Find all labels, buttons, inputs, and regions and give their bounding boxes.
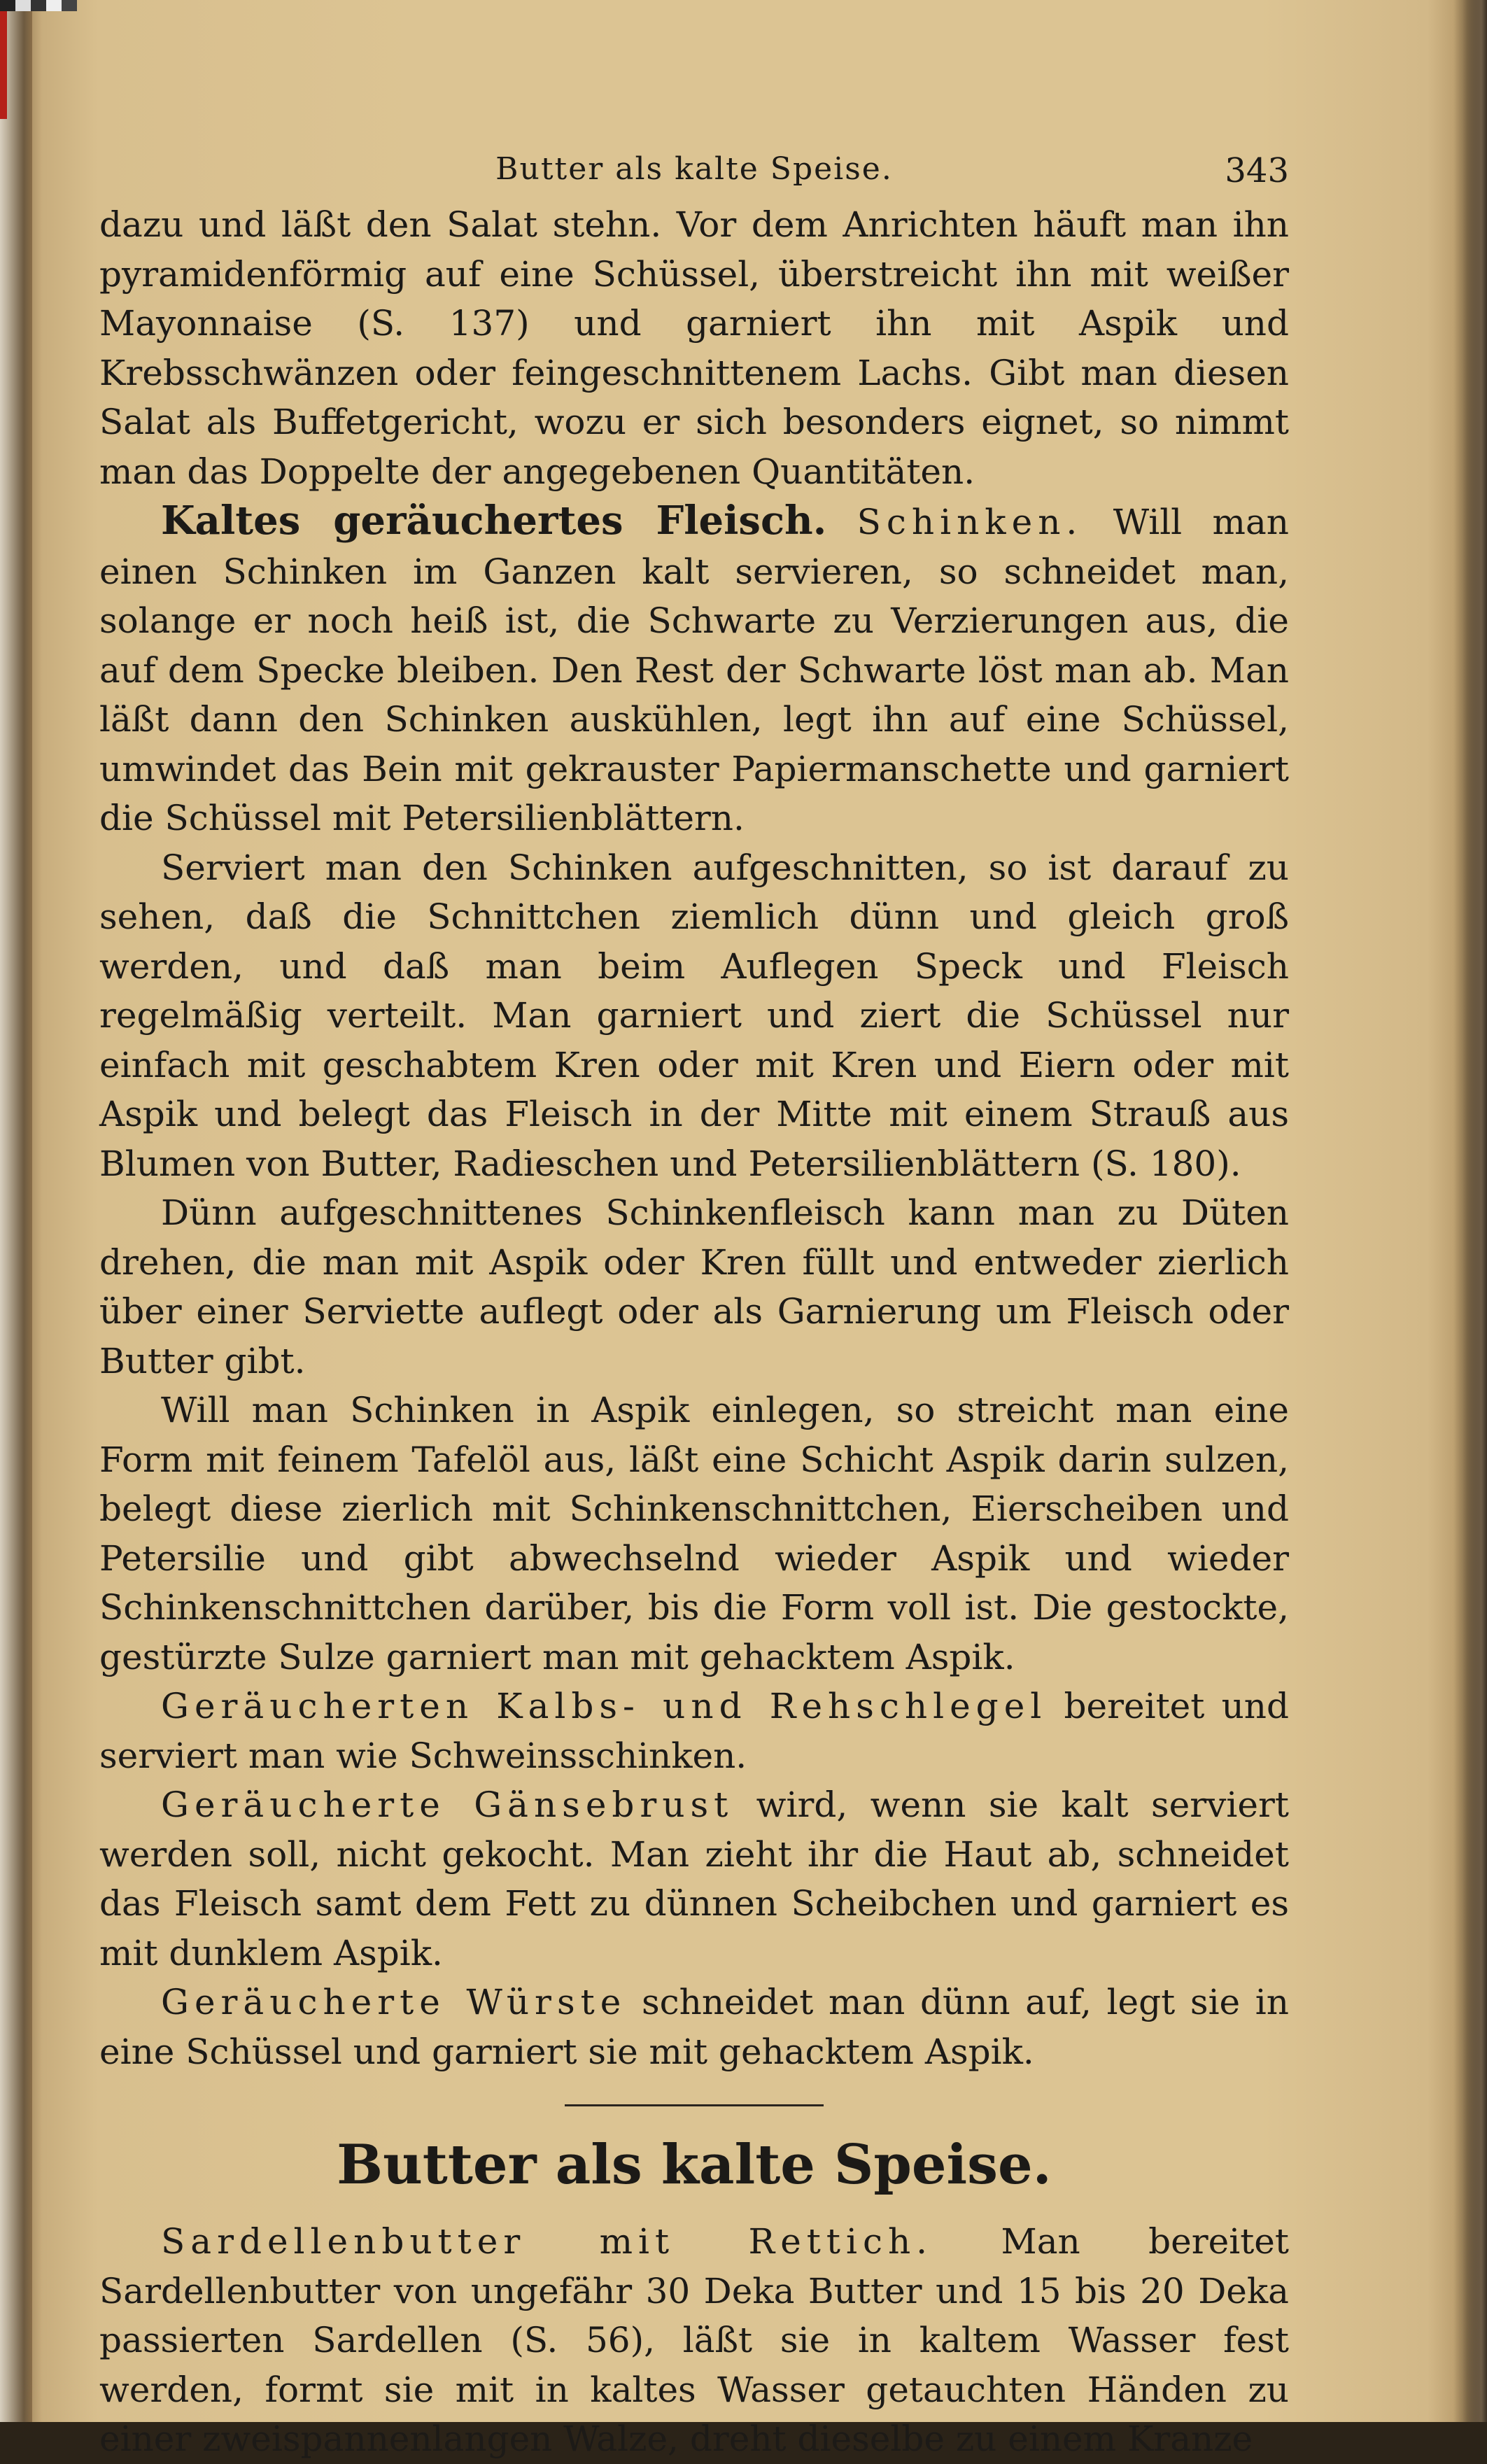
term-goose-breast: Geräucherte Gänsebrust bbox=[161, 1784, 734, 1825]
term-anchovy-butter: Sardellenbutter mit Rettich. bbox=[161, 2221, 933, 2262]
scan-color-calibration-bar bbox=[0, 0, 77, 11]
paragraph-text: schneidet man dünn auf, legt sie in eine Schüssel und garniert sie mit gehacktem Aspik. bbox=[99, 1982, 1289, 2072]
paragraph-text: wird, wenn sie kalt serviert werden soll, nicht gekocht. Man zieht ihr die Haut ab, schneidet das Fleisch samt dem Fett zu dünnen Scheibchen und garniert es mit dunklem Aspik. bbox=[99, 1784, 1289, 1973]
running-title: Butter als kalte Speise. bbox=[495, 151, 893, 187]
term-ham: Schinken. bbox=[857, 502, 1083, 542]
paragraph-sausages bbox=[99, 1978, 1289, 2076]
paragraph-text: Man bereitet Sardellenbutter von ungefähr 30 Deka Butter und 15 bis 20 Deka passierten Sardellen (S. 56), läßt sie in kaltem Wasser fest werden, formt sie mit in kaltes Wasser getauchten Händen zu einer zweispannenlangen Walze, dreht dieselbe zu einem Kranze bbox=[99, 2221, 1289, 2459]
paragraph-smoked-meat bbox=[99, 496, 1289, 843]
paragraph-smoked-leg bbox=[99, 1682, 1289, 1780]
section-divider bbox=[565, 2104, 824, 2106]
red-bookmark-strip bbox=[0, 0, 7, 119]
paragraph-ham-aspic: Will man Schinken in Aspik einlegen, so streicht man eine Form mit feinem Tafelöl aus, läßt eine Schicht Aspik darin sulzen, belegt diese zierlich mit Schinkenschnittchen, Eierscheiben und Petersilie und gibt abwechselnd wieder Aspik und wieder Schinkenschnittchen darüber, bis die Form voll ist. Die gestockte, gestürzte Sulze garniert man mit gehacktem Aspik. bbox=[99, 1390, 1289, 1677]
recipe-heading-smoked-meat: Kaltes geräuchertes Fleisch. bbox=[161, 498, 827, 544]
paragraph-text: bereitet und serviert man wie Schweinsschinken. bbox=[99, 1686, 1289, 1776]
page-number: 343 bbox=[1225, 151, 1289, 190]
page-body bbox=[99, 200, 1289, 2464]
paragraph-goose-breast bbox=[99, 1780, 1289, 1978]
paragraph-text: Will man einen Schinken im Ganzen kalt servieren, so schneidet man, solange er noch heiß ist, die Schwarte zu Verzierungen aus, die auf dem Specke bleiben. Den Rest der Schwarte löst man ab. Man läßt dann den Schinken auskühlen, legt ihn auf eine Schüssel, umwindet das Bein mit gekrauster Papiermanschette und garniert die Schüssel mit Petersilienblättern. bbox=[99, 502, 1289, 838]
page-edge-shadow bbox=[1453, 0, 1487, 2422]
paragraph-sliced-ham: Serviert man den Schinken aufgeschnitten, so ist darauf zu sehen, daß die Schnittchen ziemlich dünn und gleich groß werden, und daß man beim Auflegen Speck und Fleisch regelmäßig verteilt. Man garniert und ziert die Schüssel nur einfach mit geschabtem Kren oder mit Kren und Eiern oder mit Aspik und belegt das Fleisch in der Mitte mit einem Strauß aus Blumen von Butter, Radieschen und Petersilienblättern (S. 180). bbox=[99, 847, 1289, 1184]
book-page bbox=[99, 151, 1289, 2464]
binding-edge bbox=[0, 0, 32, 2422]
term-sausages: Geräucherte Würste bbox=[161, 1982, 627, 2022]
paragraph-ham-cones: Dünn aufgeschnittenes Schinkenfleisch kann man zu Düten drehen, die man mit Aspik oder Kren füllt und entweder zierlich über einer Serviette auflegt oder als Garnierung um Fleisch oder Butter gibt. bbox=[99, 1192, 1289, 1381]
paragraph-salad-ending: dazu und läßt den Salat stehn. Vor dem Anrichten häuft man ihn pyramidenförmig auf eine Schüssel, überstreicht ihn mit weißer Mayonnaise (S. 137) und garniert ihn mit Aspik und Krebsschwänzen oder feingeschnittenem Lachs. Gibt man diesen Salat als Buffetgericht, wozu er sich besonders eignet, so nimmt man das Doppelte der angegebenen Quantitäten. bbox=[99, 204, 1289, 492]
page-header bbox=[99, 151, 1289, 200]
section-heading: Butter als kalte Speise. bbox=[337, 2133, 1052, 2197]
paragraph-anchovy-butter bbox=[99, 2217, 1289, 2464]
term-smoked-leg: Geräucherten Kalbs- und Rehschlegel bbox=[161, 1686, 1048, 1726]
